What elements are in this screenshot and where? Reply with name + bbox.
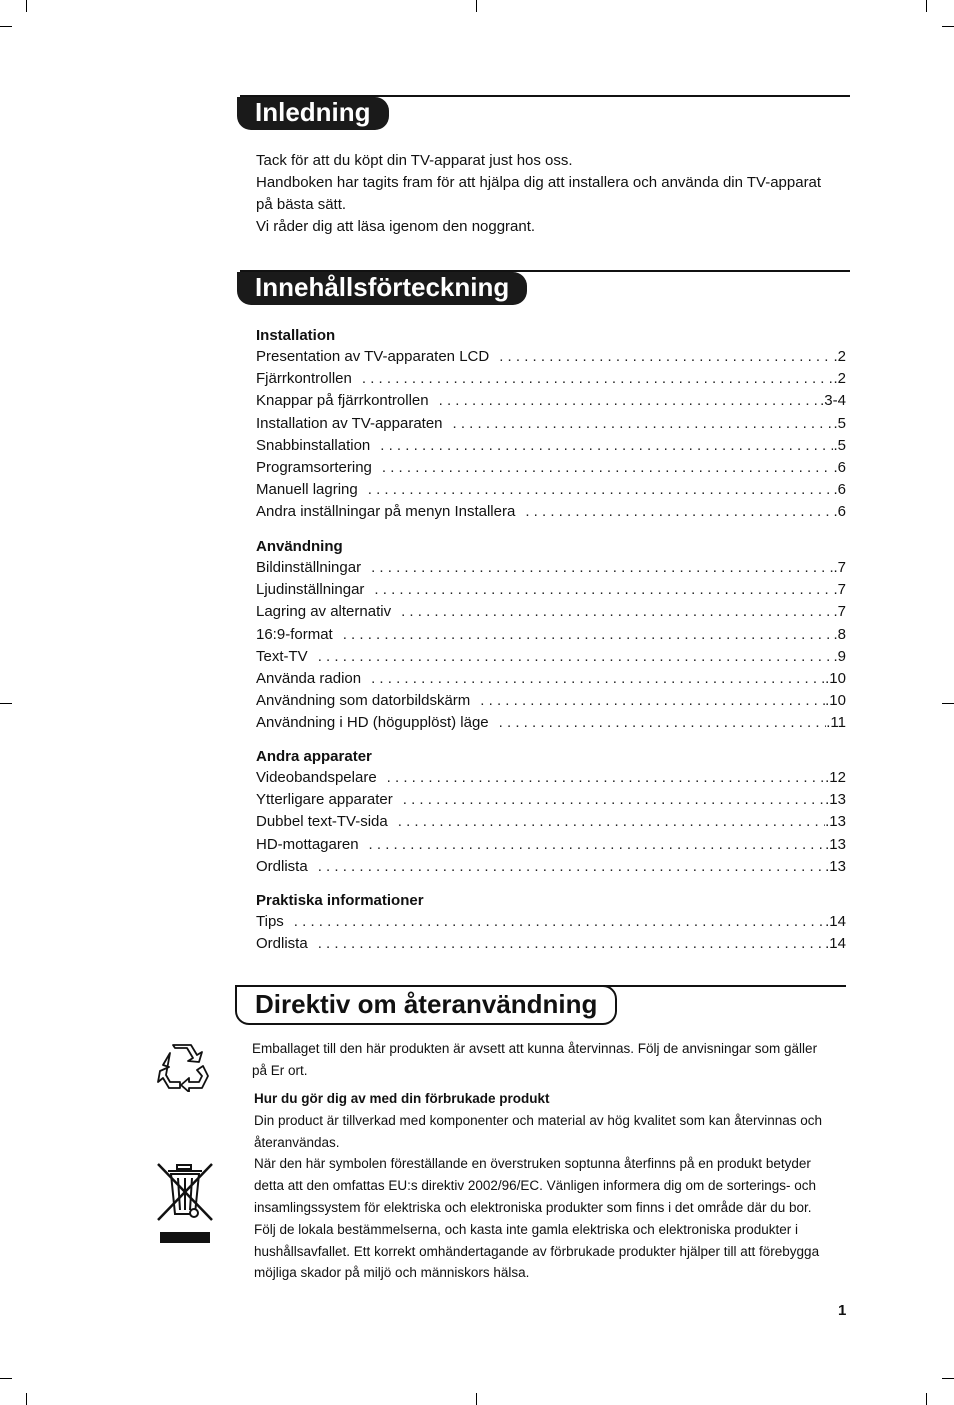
toc-leader-dots xyxy=(318,646,834,668)
toc-section-title: Installation xyxy=(256,327,336,344)
toc-entry[interactable] xyxy=(256,668,846,690)
toc-entry-page: .14 xyxy=(825,935,846,953)
toc-entry[interactable] xyxy=(256,856,846,878)
toc-leader-dots xyxy=(369,834,826,856)
toc-entry[interactable] xyxy=(256,646,846,668)
toc-leader-dots xyxy=(387,767,825,789)
toc-leader-dots xyxy=(371,557,833,579)
toc-entry-label: Ytterligare apparater xyxy=(256,791,393,809)
crop-mark xyxy=(476,1393,477,1405)
toc-entry-page: .7 xyxy=(833,603,846,621)
toc-entry[interactable] xyxy=(256,479,846,501)
toc-entry-label: Installation av TV-apparaten xyxy=(256,414,443,432)
toc-entry-label: Dubbel text-TV-sida xyxy=(256,813,388,831)
toc-entry-page: .13 xyxy=(825,857,846,875)
crop-mark xyxy=(0,26,12,27)
toc-entry-page: .6 xyxy=(833,481,846,499)
toc-leader-dots xyxy=(371,668,825,690)
crop-mark xyxy=(926,0,927,12)
intro-line: Handboken har tagits fram för att hjälpa dig att installera och använda din TV-apparat på bästa sätt. xyxy=(256,174,822,213)
toc-entry-label: Presentation av TV-apparaten LCD xyxy=(256,348,490,365)
crossed-out-bin-icon xyxy=(156,1162,214,1244)
toc-entry-page: .9 xyxy=(833,647,846,665)
toc-leader-dots xyxy=(362,368,834,390)
toc-group xyxy=(256,325,846,524)
toc-leader-dots xyxy=(439,390,821,412)
toc-entry-page: .8 xyxy=(833,625,846,643)
toc-entry[interactable] xyxy=(256,435,846,457)
toc-entry-page: .7 xyxy=(833,581,846,599)
toc-entry-label: 16:9-format xyxy=(256,625,333,643)
toc-entry-label: Ordlista xyxy=(256,935,308,953)
toc-leader-dots xyxy=(294,911,825,933)
toc-entry[interactable] xyxy=(256,501,846,523)
toc-section-title: Praktiska informationer xyxy=(256,892,424,909)
toc-group xyxy=(256,746,846,878)
toc-entry[interactable] xyxy=(256,712,846,734)
toc-leader-dots xyxy=(368,479,834,501)
toc-entry-page: .2 xyxy=(833,370,846,388)
toc-entry[interactable] xyxy=(256,557,846,579)
toc-entry-page: .13 xyxy=(825,791,846,809)
weee-heading: Hur du gör dig av med din förbrukade produkt xyxy=(254,1091,550,1106)
intro-text xyxy=(256,150,836,238)
toc-leader-dots xyxy=(499,712,827,734)
toc-entry[interactable] xyxy=(256,834,846,856)
toc-entry-label: Text-TV xyxy=(256,647,308,665)
toc-entry-page: .6 xyxy=(833,503,846,521)
crop-mark xyxy=(476,0,477,12)
toc-entry-label: Ordlista xyxy=(256,857,308,875)
weee-paragraph: När den här symbolen föreställande en överstruken soptunna återfinns på en produkt betyder detta att den omfattas EU:s direktiv 2002/96/EC. Vänligen informera dig om de sorterings- och insamlingssystem för elektriska och elektroniska produkter som finns i det område där du bor. Följ de lokala bestämmelserna, och kasta inte gamla elektriska och elektroniska produkter i hushållsavfallet. Ett korrekt omhändertagande av förbrukade produkter hjälper till att förebygga möjliga skador på miljö och människors hälsa. xyxy=(254,1156,820,1281)
toc-entry-page: .5 xyxy=(833,436,846,454)
section-title-toc: Innehållsförteckning xyxy=(237,272,527,305)
toc-entry[interactable] xyxy=(256,346,846,368)
toc-leader-dots xyxy=(318,856,825,878)
toc-entry-label: Ljudinställningar xyxy=(256,581,365,599)
toc-entry-page: .3-4 xyxy=(820,392,846,410)
toc-entry-page: .14 xyxy=(825,913,846,930)
toc-entry-page: .7 xyxy=(833,559,846,576)
toc-entry-label: Tips xyxy=(256,913,284,930)
weee-paragraph: Din product är tillverkad med komponenter och material av hög kvalitet som kan återvinnas och återanvändas. xyxy=(254,1112,823,1150)
toc-entry-label: Använda radion xyxy=(256,669,362,687)
toc-entry[interactable] xyxy=(256,767,846,789)
toc-entry-label: Snabbinstallation xyxy=(256,436,371,454)
toc-entry-page: .13 xyxy=(825,835,846,853)
crop-mark xyxy=(0,703,12,704)
toc-entry-label: Bildinställningar xyxy=(256,559,362,576)
toc-leader-dots xyxy=(453,413,834,435)
toc-entry-label: Lagring av alternativ xyxy=(256,603,392,621)
toc-entry[interactable] xyxy=(256,624,846,646)
toc-entry-page: .11 xyxy=(826,714,846,732)
toc-entry[interactable] xyxy=(256,690,846,712)
toc-entry[interactable] xyxy=(256,457,846,479)
toc-entry-label: Användning som datorbildskärm xyxy=(256,692,471,710)
toc-entry-label: Manuell lagring xyxy=(256,481,358,499)
packaging-paragraph: Emballaget till den här produkten är avsett att kunna återvinnas. Följ de anvisningar som gäller på Er ort. xyxy=(252,1041,818,1078)
toc-leader-dots xyxy=(380,435,833,457)
toc-leader-dots xyxy=(401,601,833,623)
intro-line: Tack för att du köpt din TV-apparat just hos oss. xyxy=(256,152,573,169)
toc-leader-dots xyxy=(398,811,825,833)
page-number: 1 xyxy=(838,1302,847,1319)
toc-leader-dots xyxy=(382,457,834,479)
toc-entry-page: .10 xyxy=(825,692,846,710)
toc-entry-label: Videobandspelare xyxy=(256,769,377,786)
crop-mark xyxy=(942,26,954,27)
toc-entry[interactable] xyxy=(256,579,846,601)
toc-entry[interactable] xyxy=(256,911,846,933)
toc-group xyxy=(256,890,846,955)
toc-entry-label: Knappar på fjärrkontrollen xyxy=(256,392,429,410)
toc-entry[interactable] xyxy=(256,811,846,833)
toc-entry-label: Användning i HD (högupplöst) läge xyxy=(256,714,489,732)
toc-leader-dots xyxy=(343,624,834,646)
toc-leader-dots xyxy=(374,579,833,601)
section-title-recycle: Direktiv om återanvändning xyxy=(235,985,617,1025)
section-title-intro: Inledning xyxy=(237,97,389,130)
toc-entry-label: Fjärrkontrollen xyxy=(256,370,352,388)
toc-entry-page: .6 xyxy=(833,458,846,476)
toc-group xyxy=(256,536,846,735)
toc-entry[interactable] xyxy=(256,413,846,435)
intro-line: Vi råder dig att läsa igenom den noggrant. xyxy=(256,218,536,235)
toc-entry-page: .13 xyxy=(825,813,846,831)
crop-mark xyxy=(926,1393,927,1405)
toc-entry[interactable] xyxy=(256,789,846,811)
packaging-text xyxy=(252,1038,832,1082)
toc-entry-label: HD-mottagaren xyxy=(256,835,359,853)
toc-entry-page: .10 xyxy=(825,669,846,687)
crop-mark xyxy=(0,1378,12,1379)
toc-entry-label: Programsortering xyxy=(256,458,372,476)
recycle-icon xyxy=(157,1044,209,1092)
toc-entry[interactable] xyxy=(256,368,846,390)
weee-text xyxy=(254,1088,834,1284)
crop-mark xyxy=(942,703,954,704)
crop-mark xyxy=(942,1378,954,1379)
toc-leader-dots xyxy=(318,933,825,955)
toc-entry-page: .12 xyxy=(825,769,846,786)
toc-leader-dots xyxy=(499,346,833,368)
toc-section-title: Andra apparater xyxy=(256,748,372,765)
toc-entry[interactable] xyxy=(256,933,846,955)
toc-leader-dots xyxy=(403,789,825,811)
toc-entry[interactable] xyxy=(256,601,846,623)
toc-leader-dots xyxy=(480,690,825,712)
toc-section-title: Användning xyxy=(256,538,343,555)
crop-mark xyxy=(26,0,27,12)
toc-entry[interactable] xyxy=(256,390,846,412)
toc-entry-page: .2 xyxy=(833,348,846,365)
toc-entry-label: Andra inställningar på menyn Installera xyxy=(256,503,516,521)
crop-mark xyxy=(26,1393,27,1405)
toc-entry-page: .5 xyxy=(833,414,846,432)
toc-leader-dots xyxy=(525,501,833,523)
